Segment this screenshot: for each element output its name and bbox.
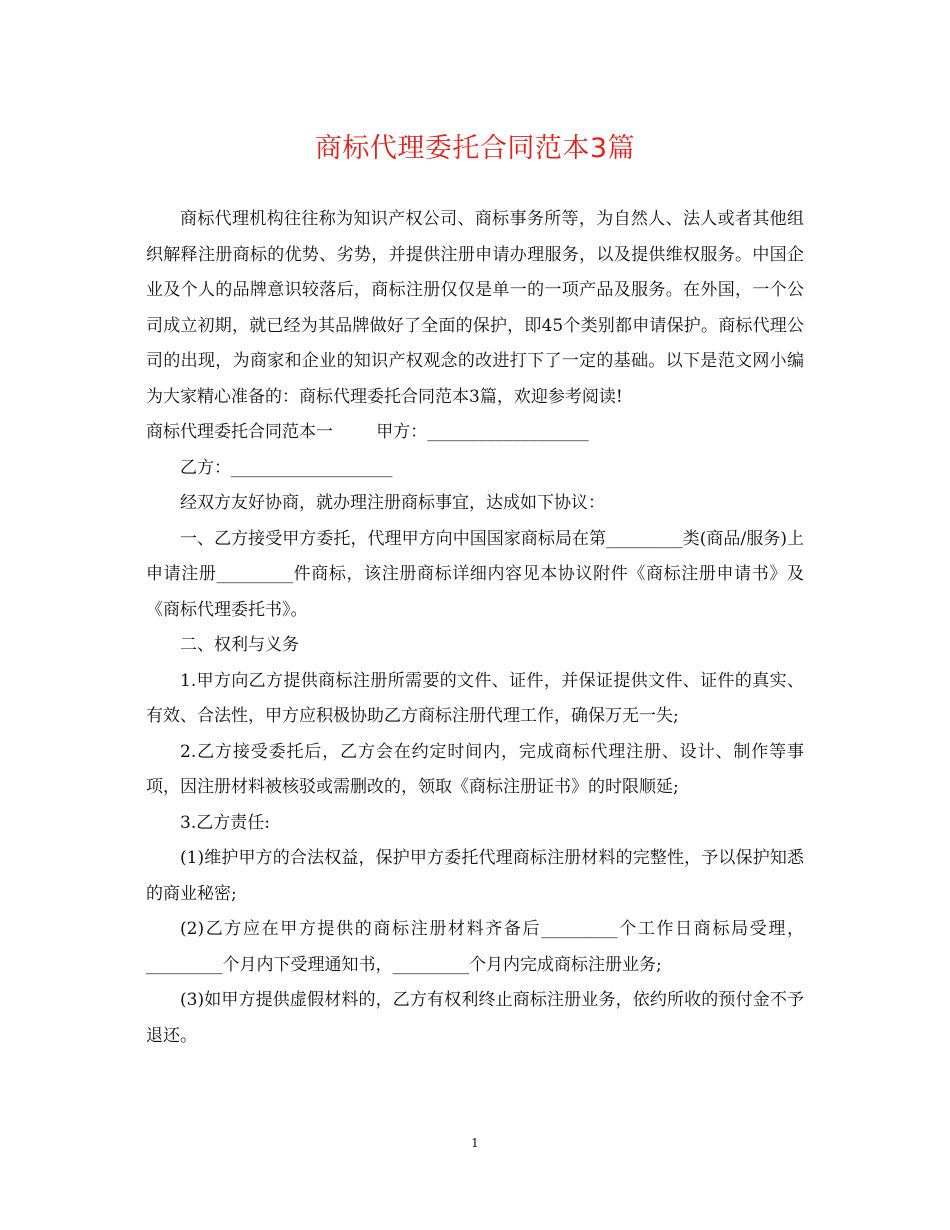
clause-two-heading: 二、权利与义务: [180, 635, 299, 655]
contract-heading-line: 商标代理委托合同范本一 甲方：___________________: [146, 422, 589, 442]
intro-paragraph: 商标代理机构往往称为知识产权公司、商标事务所等，为自然人、法人或者其他组织解释注册商标的优势、劣势，并提供注册申请办理服务，以及提供维权服务。中国企业及个人的品牌意识较落后，商标注册仅仅是单一的一项产品及服务。在外国，一个公司成立初期，就已经为其品牌做好了全面的保护，即45个类别都申请保护。商标代理公司的出现，为商家和企业的知识产权观念的改进打下了一定的基础。以下是范文网小编为大家精心准备的：商标代理委托合同范本3篇，欢迎参考阅读!: [146, 209, 804, 407]
page-number: 1: [471, 1136, 479, 1150]
clause-item-3: 3.乙方责任:: [180, 812, 270, 833]
clause-one: 一、乙方接受甲方委托，代理甲方向中国国家商标局在第_________类(商品/服务)上申请注册_________件商标，该注册商标详细内容见本协议附件《商标注册申请书》及《商标代理委托书》。: [146, 528, 804, 620]
document-title: 商标代理委托合同范本3篇: [314, 133, 636, 164]
party-b-line: 乙方：___________________: [180, 457, 393, 478]
sub-clause-2: (2)乙方应在甲方提供的商标注册材料齐备后_________个工作日商标局受理，_________个月内下受理通知书，_________个月内完成商标注册业务;: [146, 919, 804, 975]
sub-clause-3: (3)如甲方提供虚假材料的，乙方有权利终止商标注册业务，依约所收的预付金不予退还。: [146, 990, 804, 1046]
clause-item-2: 2.乙方接受委托后，乙方会在约定时间内，完成商标代理注册、设计、制作等事项，因注册材料被核驳或需删改的，领取《商标注册证书》的时限顺延;: [146, 741, 804, 797]
agreement-intro: 经双方友好协商，就办理注册商标事宜，达成如下协议：: [180, 493, 605, 513]
clause-item-1: 1.甲方向乙方提供商标注册所需要的文件、证件，并保证提供文件、证件的真实、有效、合法性，甲方应积极协助乙方商标注册代理工作，确保万无一失;: [146, 670, 804, 726]
sub-clause-1: (1)维护甲方的合法权益，保护甲方委托代理商标注册材料的完整性，予以保护知悉的商业秘密;: [146, 848, 804, 904]
document-body: [146, 202, 804, 1054]
